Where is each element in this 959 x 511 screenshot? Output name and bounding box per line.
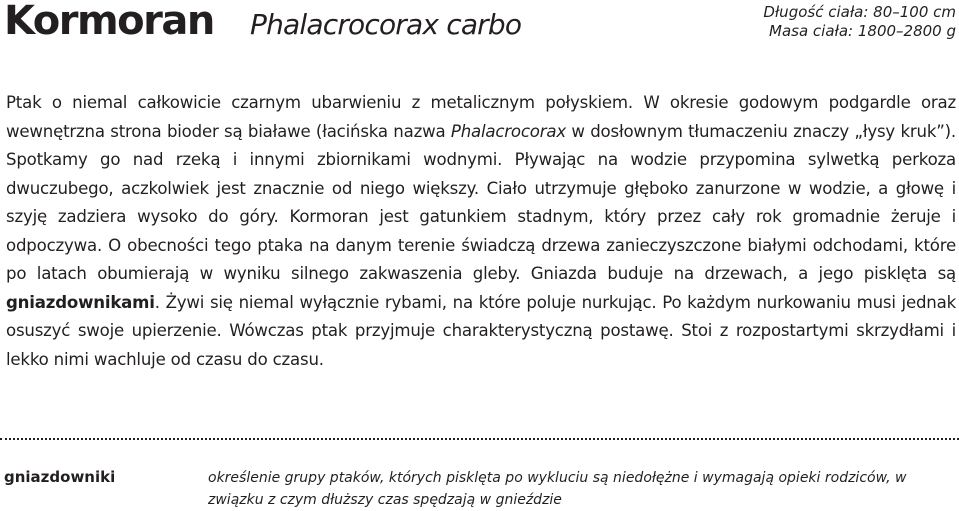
header (0, 0, 959, 60)
latin-name: Phalacrocorax carbo (250, 8, 522, 41)
text-part-3: . Żywi się niemal wyłącznie rybami, na które poluje nurkując. Po każdym nurkowaniu musi jednak osuszyć swoje upierzenie. Wówczas ptak przyjmuje charakterystyczną postawę. Stoi z rozpostartymi skrzydłami i lekko nimi wachluje od czasu do czasu. (6, 292, 956, 369)
body-mass: Masa ciała: 1800–2800 g (769, 22, 956, 40)
glossary-term: gniazdowniki (4, 468, 116, 486)
glossary-definition: określenie grupy ptaków, których pisklęta po wykluciu są niedołężne i wymagają opieki rodziców, w związku z czym dłuższy czas spędzają w gnieździe (208, 470, 907, 508)
page-title: Kormoran (4, 0, 214, 44)
description-paragraph (6, 89, 956, 374)
dotted-divider (0, 438, 959, 440)
body-stats (763, 3, 956, 41)
text-part-1: Ptak o niemal całkowicie czarnym ubarwieniu z metalicznym połyskiem. W okresie godowym podgardle oraz wewnętrzna strona bioder są białawe (łacińska nazwa (6, 93, 956, 141)
body-length: Długość ciała: 80–100 cm (763, 3, 956, 21)
text-part-2: w dosłownym tłumaczeniu znaczy „łysy kruk”). Spotkamy go nad rzeką i innymi zbiornikami wodnymi. Pływając na wodzie przypomina sylwetką perkoza dwuczubego, aczkolwiek jest znacznie od niego większy. Ciało utrzymuje głęboko zanurzone w wodzie, a głowę i szyję zadziera wysoko do góry. Kormoran jest gatunkiem stadnym, który przez cały rok gromadnie żeruje i odpoczywa. O obecności tego ptaka na danym terenie świadczą drzewa zanieczyszczone białymi odchodami, które po latach obumierają w wyniku silnego zakwaszenia gleby. Gniazda buduje na drzewach, a jego pisklęta są (6, 121, 956, 283)
bold-term: gniazdownikami (6, 292, 155, 312)
latin-inline: Phalacrocorax (450, 121, 566, 141)
